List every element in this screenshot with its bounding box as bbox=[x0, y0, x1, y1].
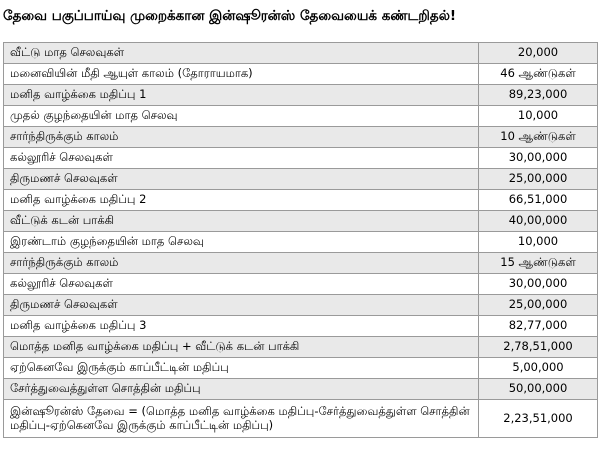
table-row bbox=[4, 316, 598, 337]
table-row bbox=[4, 127, 598, 148]
row-label: மனைவியின் மீதி ஆயுள் காலம் (தோராயமாக) bbox=[4, 64, 479, 85]
table-row bbox=[4, 379, 598, 400]
row-value: 15 ஆண்டுகள் bbox=[479, 253, 598, 274]
row-label: ஏற்கெனவே இருக்கும் காப்பீட்டின் மதிப்பு bbox=[4, 358, 479, 379]
row-label: வீட்டுக் கடன் பாக்கி bbox=[4, 211, 479, 232]
row-value: 2,78,51,000 bbox=[479, 337, 598, 358]
row-value: 10 ஆண்டுகள் bbox=[479, 127, 598, 148]
table-row bbox=[4, 232, 598, 253]
row-value: 5,00,000 bbox=[479, 358, 598, 379]
table-row bbox=[4, 274, 598, 295]
row-value: 50,00,000 bbox=[479, 379, 598, 400]
row-value: 40,00,000 bbox=[479, 211, 598, 232]
row-value: 20,000 bbox=[479, 43, 598, 64]
row-value: 30,00,000 bbox=[479, 274, 598, 295]
row-value: 46 ஆண்டுகள் bbox=[479, 64, 598, 85]
insurance-calculation-table bbox=[3, 42, 598, 438]
row-label: முதல் குழந்தையின் மாத செலவு bbox=[4, 106, 479, 127]
row-label: இன்ஷூரன்ஸ் தேவை = (மொத்த மனித வாழ்க்கை மதிப்பு-சேர்த்துவைத்துள்ள சொத்தின் மதிப்பு-ஏற்கெனவே இருக்கும் காப்பீட்டின் மதிப்பு) bbox=[4, 400, 479, 438]
row-label: திருமணச் செலவுகள் bbox=[4, 169, 479, 190]
row-value: 30,00,000 bbox=[479, 148, 598, 169]
table-row bbox=[4, 295, 598, 316]
row-label: மொத்த மனித வாழ்க்கை மதிப்பு + வீட்டுக் கடன் பாக்கி bbox=[4, 337, 479, 358]
row-value: 25,00,000 bbox=[479, 169, 598, 190]
row-value: 89,23,000 bbox=[479, 85, 598, 106]
row-value: 82,77,000 bbox=[479, 316, 598, 337]
row-label: சேர்த்துவைத்துள்ள சொத்தின் மதிப்பு bbox=[4, 379, 479, 400]
row-label: சார்ந்திருக்கும் காலம் bbox=[4, 127, 479, 148]
row-value: 10,000 bbox=[479, 232, 598, 253]
table-row bbox=[4, 337, 598, 358]
table-row bbox=[4, 169, 598, 190]
table-row bbox=[4, 190, 598, 211]
row-label: வீட்டு மாத செலவுகள் bbox=[4, 43, 479, 64]
table-row bbox=[4, 358, 598, 379]
row-value: 10,000 bbox=[479, 106, 598, 127]
row-label: மனித வாழ்க்கை மதிப்பு 2 bbox=[4, 190, 479, 211]
row-label: மனித வாழ்க்கை மதிப்பு 3 bbox=[4, 316, 479, 337]
row-label: இரண்டாம் குழந்தையின் மாத செலவு bbox=[4, 232, 479, 253]
row-label: கல்லூரிச் செலவுகள் bbox=[4, 148, 479, 169]
row-value: 66,51,000 bbox=[479, 190, 598, 211]
row-label: திருமணச் செலவுகள் bbox=[4, 295, 479, 316]
row-label: சார்ந்திருக்கும் காலம் bbox=[4, 253, 479, 274]
table-row-total bbox=[4, 400, 598, 438]
row-label: மனித வாழ்க்கை மதிப்பு 1 bbox=[4, 85, 479, 106]
table-row bbox=[4, 211, 598, 232]
table-row bbox=[4, 64, 598, 85]
table-row bbox=[4, 253, 598, 274]
row-label: கல்லூரிச் செலவுகள் bbox=[4, 274, 479, 295]
table-row bbox=[4, 106, 598, 127]
table-row bbox=[4, 85, 598, 106]
page-title: தேவை பகுப்பாய்வு முறைக்கான இன்ஷூரன்ஸ் தேவையைக் கண்டறிதல்! bbox=[3, 8, 457, 24]
table-row bbox=[4, 43, 598, 64]
row-value: 2,23,51,000 bbox=[479, 400, 598, 438]
table-row bbox=[4, 148, 598, 169]
row-value: 25,00,000 bbox=[479, 295, 598, 316]
